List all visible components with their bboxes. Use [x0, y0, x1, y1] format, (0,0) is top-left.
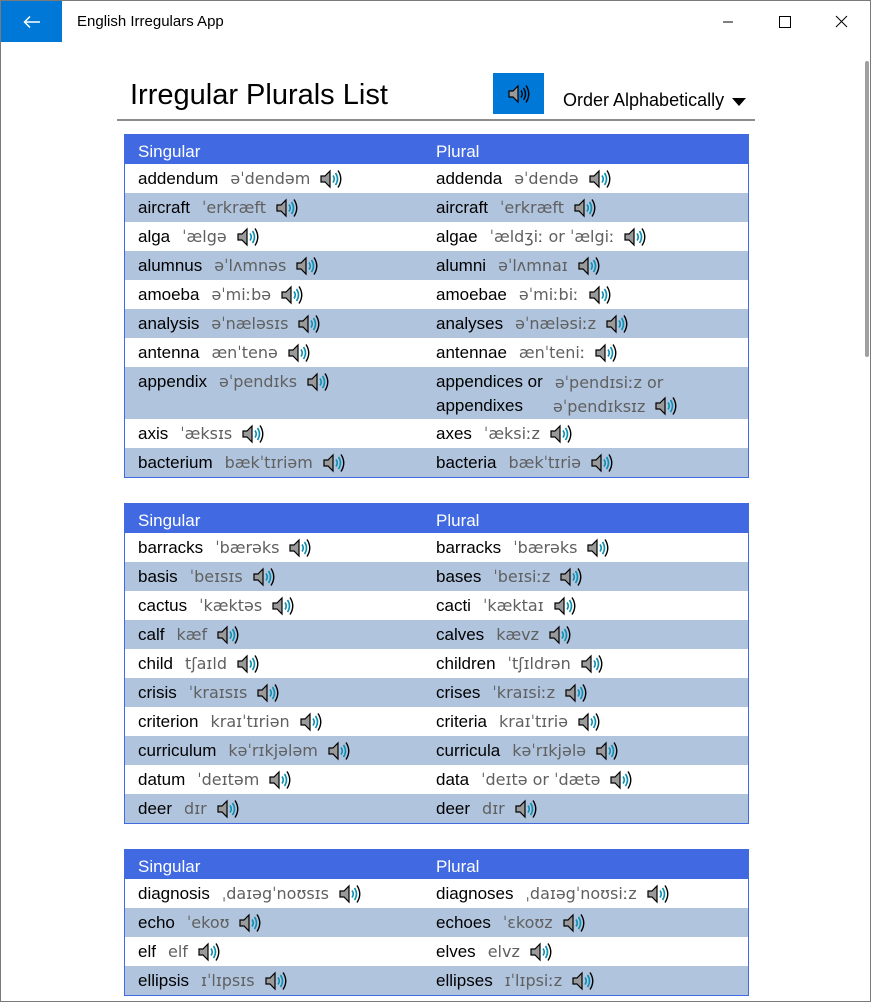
singular-pronunciation: ˌdaɪəgˈnoʊsɪs [221, 884, 329, 903]
header-plural: Plural [436, 857, 480, 876]
plural-cell [436, 942, 746, 962]
singular-pronunciation: elf [167, 942, 188, 961]
table-row [125, 765, 748, 794]
singular-pronunciation: ˈbeɪsɪs [189, 567, 243, 586]
singular-word: aircraft [138, 198, 190, 217]
speaker-icon [268, 770, 292, 790]
singular-word: amoeba [138, 285, 200, 304]
singular-word: axis [138, 424, 169, 443]
plural-pronunciation: əˈmiːbiː [518, 285, 579, 304]
plural-word: elves [436, 942, 476, 961]
singular-pronunciation: ɪˈlɪpsɪs [201, 971, 255, 990]
table-row [125, 736, 748, 765]
singular-word: barracks [138, 538, 204, 557]
speaker-icon [306, 372, 330, 392]
plurals-table [124, 849, 749, 996]
singular-cell [138, 198, 433, 218]
plural-pronunciation: kəˈrɪkjələ [512, 741, 587, 760]
table-row [125, 707, 748, 736]
play-plural-button[interactable] [564, 683, 588, 703]
back-button[interactable] [1, 1, 62, 42]
singular-pronunciation: ænˈtenə [211, 343, 278, 362]
speaker-icon [605, 314, 629, 334]
plural-cell [436, 227, 746, 247]
plural-pronunciation: əˈpendɪsiːz or [554, 372, 664, 392]
singular-word: addendum [138, 169, 219, 188]
plural-pronunciation: ˈdeɪtə or ˈdætə [481, 770, 601, 789]
play-plural-button[interactable] [605, 314, 629, 334]
singular-cell [138, 596, 433, 616]
play-singular-button[interactable] [280, 285, 304, 305]
plural-cell [436, 314, 746, 334]
plural-cell [436, 343, 746, 363]
speaker-icon [216, 799, 240, 819]
singular-cell [138, 770, 433, 790]
singular-pronunciation: əˈpendɪks [219, 372, 298, 391]
speaker-icon [588, 285, 612, 305]
singular-pronunciation: kəˈrɪkjələm [228, 741, 318, 760]
play-singular-button[interactable] [288, 538, 312, 558]
play-plural-button[interactable] [588, 169, 612, 189]
plural-cell [436, 884, 746, 904]
plural-word: amoebae [436, 285, 507, 304]
table-row [125, 620, 748, 649]
plural-line [436, 370, 746, 394]
plural-word: criteria [436, 712, 488, 731]
plural-word: diagnoses [436, 884, 514, 903]
speaker-icon [275, 198, 299, 218]
app-title: English Irregulars App [77, 13, 224, 30]
speaker-icon [295, 256, 319, 276]
header-plural: Plural [436, 511, 480, 530]
singular-pronunciation: ˈkraɪsɪs [188, 683, 248, 702]
header-singular: Singular [138, 857, 201, 876]
singular-pronunciation: əˈnæləsɪs [211, 314, 289, 333]
speaker-icon [562, 913, 586, 933]
singular-word: ellipsis [138, 971, 190, 990]
singular-word: echo [138, 913, 175, 932]
speaker-icon [507, 84, 531, 104]
plural-pronunciation: ˈkraɪsiːz [492, 683, 555, 702]
singular-word: cactus [138, 596, 188, 615]
play-singular-button[interactable] [322, 453, 346, 473]
play-plural-button[interactable] [571, 971, 595, 991]
plural-pronunciation: ˌdaɪəgˈnoʊsiːz [525, 884, 637, 903]
header-plural: Plural [436, 142, 480, 161]
plural-cell [436, 683, 746, 703]
plural-word: alumni [436, 256, 487, 275]
singular-cell [138, 971, 433, 991]
plural-word: antennae [436, 343, 507, 362]
plural-pronunciation-alt: əˈpendɪksɪz [552, 396, 646, 416]
table-row [125, 879, 748, 908]
plural-word: algae [436, 227, 478, 246]
play-singular-button[interactable] [338, 884, 362, 904]
close-icon [835, 15, 848, 28]
plural-word: curricula [436, 741, 501, 760]
speaker-icon [594, 343, 618, 363]
table-row [125, 533, 748, 562]
play-singular-button[interactable] [275, 198, 299, 218]
plural-line [436, 394, 746, 418]
play-singular-button[interactable] [197, 942, 221, 962]
singular-cell [138, 625, 433, 645]
singular-cell [138, 884, 433, 904]
plural-cell [436, 971, 746, 991]
plural-word: addenda [436, 169, 503, 188]
singular-pronunciation: bækˈtɪriəm [224, 453, 313, 472]
plural-pronunciation: əˈdendə [514, 169, 579, 188]
speaker-icon [573, 198, 597, 218]
play-plural-button[interactable] [609, 770, 633, 790]
play-singular-button[interactable] [216, 625, 240, 645]
table-row [125, 937, 748, 966]
singular-word: crisis [138, 683, 177, 702]
singular-word: antenna [138, 343, 200, 362]
table-row [125, 251, 748, 280]
table-row [125, 966, 748, 995]
singular-cell [138, 372, 433, 392]
singular-pronunciation: dɪr [184, 799, 207, 818]
singular-word: basis [138, 567, 178, 586]
speaker-icon [338, 884, 362, 904]
singular-cell [138, 942, 433, 962]
singular-word: curriculum [138, 741, 217, 760]
singular-pronunciation: kraɪˈtɪriən [210, 712, 290, 731]
table-row [125, 222, 748, 251]
singular-word: criterion [138, 712, 199, 731]
play-plural-button[interactable] [529, 942, 553, 962]
play-singular-button[interactable] [271, 596, 295, 616]
plural-pronunciation: kraɪˈtɪriə [499, 712, 569, 731]
plural-pronunciation: ˈtʃɪldrən [507, 654, 571, 673]
close-button[interactable] [813, 1, 870, 42]
singular-pronunciation: ˈkæktəs [199, 596, 263, 615]
speaker-icon [623, 227, 647, 247]
singular-cell [138, 799, 433, 819]
plural-cell [436, 285, 746, 305]
singular-pronunciation: əˈlʌmnəs [214, 256, 287, 275]
speaker-icon [299, 712, 323, 732]
singular-cell [138, 741, 433, 761]
speaker-icon [197, 942, 221, 962]
play-plural-button[interactable] [577, 712, 601, 732]
speak-all-button[interactable] [493, 73, 544, 114]
speaker-icon [322, 453, 346, 473]
play-plural-button[interactable] [623, 227, 647, 247]
table-row [125, 193, 748, 222]
plural-pronunciation: ˈbeɪsiːz [493, 567, 551, 586]
speaker-icon [241, 424, 265, 444]
plural-pronunciation: elvz [487, 942, 520, 961]
play-plural-button[interactable] [573, 198, 597, 218]
header-singular: Singular [138, 142, 201, 161]
plural-cell [436, 741, 746, 761]
arrow-left-icon [23, 15, 41, 29]
play-singular-button[interactable] [295, 256, 319, 276]
play-singular-button[interactable] [287, 343, 311, 363]
play-plural-button[interactable] [586, 538, 610, 558]
plural-pronunciation: kævz [496, 625, 540, 644]
plural-word: axes [436, 424, 472, 443]
plural-word: bases [436, 567, 482, 586]
play-plural-button[interactable] [548, 625, 572, 645]
play-singular-button[interactable] [241, 424, 265, 444]
play-plural-button[interactable] [553, 596, 577, 616]
plural-cell [436, 596, 746, 616]
plural-cell [436, 770, 746, 790]
plurals-table [124, 134, 749, 478]
speaker-icon [586, 538, 610, 558]
singular-word: calf [138, 625, 165, 644]
plural-word: deer [436, 799, 471, 818]
table-row [125, 280, 748, 309]
plural-cell [436, 712, 746, 732]
speaker-icon [529, 942, 553, 962]
plural-pronunciation: ænˈteniː [518, 343, 586, 362]
table-row [125, 448, 748, 477]
maximize-button[interactable] [756, 1, 813, 42]
singular-pronunciation: əˈmiːbə [211, 285, 272, 304]
singular-cell [138, 453, 433, 473]
plural-cell [436, 799, 746, 819]
singular-word: diagnosis [138, 884, 210, 903]
singular-pronunciation: ˈælgə [182, 227, 227, 246]
plural-pronunciation: ˈerkræft [499, 198, 564, 217]
plural-word: data [436, 770, 470, 789]
plural-pronunciation: əˈnæləsiːz [515, 314, 597, 333]
speaker-icon [577, 712, 601, 732]
plural-word: cacti [436, 596, 471, 615]
plural-word-alt: appendixes [436, 396, 523, 415]
speaker-icon [271, 596, 295, 616]
table-row [125, 678, 748, 707]
speaker-icon [264, 971, 288, 991]
table-row [125, 591, 748, 620]
speaker-icon [571, 971, 595, 991]
singular-cell [138, 169, 433, 189]
plural-word: barracks [436, 538, 502, 557]
play-singular-button[interactable] [299, 712, 323, 732]
play-singular-button[interactable] [256, 683, 280, 703]
plural-word: ellipses [436, 971, 493, 990]
plural-cell [436, 453, 746, 473]
play-plural-button[interactable] [514, 799, 538, 819]
singular-word: bacterium [138, 453, 213, 472]
order-dropdown-label: Order Alphabetically [563, 90, 725, 110]
table-row [125, 367, 748, 419]
plural-word: crises [436, 683, 481, 702]
plurals-table [124, 503, 749, 824]
plural-cell [436, 654, 746, 674]
plural-pronunciation: ˈkæktaɪ [482, 596, 544, 615]
play-singular-button[interactable] [216, 799, 240, 819]
play-singular-button[interactable] [319, 169, 343, 189]
play-plural-button[interactable] [562, 913, 586, 933]
page-header [117, 73, 755, 121]
plural-cell [436, 256, 746, 276]
speaker-icon [514, 799, 538, 819]
plural-word: children [436, 654, 496, 673]
singular-pronunciation: ˈæksɪs [180, 424, 233, 443]
plural-pronunciation: ˈbærəks [513, 538, 578, 557]
singular-cell [138, 343, 433, 363]
play-singular-button[interactable] [238, 913, 262, 933]
speaker-icon [236, 654, 260, 674]
singular-pronunciation: ˈdeɪtəm [197, 770, 260, 789]
singular-cell [138, 567, 433, 587]
play-plural-button[interactable] [577, 256, 601, 276]
singular-cell [138, 712, 433, 732]
plural-cell [436, 913, 746, 933]
minimize-button[interactable] [699, 1, 756, 42]
singular-cell [138, 314, 433, 334]
singular-cell [138, 538, 433, 558]
speaker-icon [559, 567, 583, 587]
singular-word: deer [138, 799, 173, 818]
table-row [125, 908, 748, 937]
speaker-icon [256, 683, 280, 703]
singular-word: child [138, 654, 173, 673]
plural-cell [436, 424, 746, 444]
table-row [125, 419, 748, 448]
speaker-icon [288, 538, 312, 558]
speaker-icon [319, 169, 343, 189]
play-plural-button[interactable] [559, 567, 583, 587]
play-plural-button[interactable] [654, 396, 678, 416]
maximize-icon [779, 16, 791, 28]
caret-down-icon [732, 98, 746, 106]
plural-cell [436, 538, 746, 558]
speaker-icon [236, 227, 260, 247]
plural-pronunciation: ɪˈlɪpsiːz [504, 971, 563, 990]
plural-pronunciation: bækˈtɪriə [508, 453, 582, 472]
minimize-icon [722, 16, 734, 28]
speaker-icon [553, 596, 577, 616]
singular-word: datum [138, 770, 186, 789]
table-header [125, 850, 748, 879]
speaker-icon [595, 741, 619, 761]
singular-cell [138, 256, 433, 276]
speaker-icon [548, 625, 572, 645]
play-singular-button[interactable] [327, 741, 351, 761]
speaker-icon [252, 567, 276, 587]
page-title: Irregular Plurals List [130, 79, 388, 111]
table-header [125, 135, 748, 164]
play-plural-button[interactable] [646, 884, 670, 904]
plural-pronunciation: dɪr [482, 799, 505, 818]
play-singular-button[interactable] [236, 654, 260, 674]
play-singular-button[interactable] [264, 971, 288, 991]
table-row [125, 309, 748, 338]
speaker-icon [590, 453, 614, 473]
plural-pronunciation: əˈlʌmnaɪ [498, 256, 568, 275]
singular-pronunciation: ˈbærəks [215, 538, 280, 557]
play-plural-button[interactable] [588, 285, 612, 305]
plural-word: echoes [436, 913, 491, 932]
speaker-icon [280, 285, 304, 305]
plural-cell [436, 567, 746, 587]
plural-word: aircraft [436, 198, 488, 217]
plural-pronunciation: ˈældʒiː or ˈælgiː [489, 227, 615, 246]
singular-pronunciation: tʃaɪld [184, 654, 227, 673]
plural-word: bacteria [436, 453, 497, 472]
plural-cell [436, 625, 746, 645]
table-row [125, 649, 748, 678]
play-plural-button[interactable] [594, 343, 618, 363]
plural-pronunciation: ˈæksiːz [483, 424, 540, 443]
plural-cell [436, 370, 746, 418]
singular-word: elf [138, 942, 156, 961]
singular-cell [138, 285, 433, 305]
speaker-icon [327, 741, 351, 761]
title-bar [1, 1, 870, 42]
speaker-icon [577, 256, 601, 276]
table-row [125, 338, 748, 367]
play-singular-button[interactable] [268, 770, 292, 790]
table-row [125, 164, 748, 193]
plural-pronunciation: ˈɛkoʊz [502, 913, 553, 932]
singular-pronunciation: ˈekoʊ [186, 913, 230, 932]
singular-cell [138, 227, 433, 247]
speaker-icon [297, 314, 321, 334]
play-plural-button[interactable] [590, 453, 614, 473]
plural-word: analyses [436, 314, 504, 333]
speaker-icon [588, 169, 612, 189]
play-plural-button[interactable] [580, 654, 604, 674]
speaker-icon [646, 884, 670, 904]
plural-cell [436, 198, 746, 218]
singular-cell [138, 913, 433, 933]
singular-word: alumnus [138, 256, 203, 275]
singular-pronunciation: ˈerkræft [201, 198, 266, 217]
speaker-icon [580, 654, 604, 674]
table-row [125, 794, 748, 823]
table-header [125, 504, 748, 533]
speaker-icon [287, 343, 311, 363]
singular-pronunciation: əˈdendəm [230, 169, 311, 188]
singular-word: analysis [138, 314, 200, 333]
speaker-icon [654, 396, 678, 416]
play-plural-button[interactable] [595, 741, 619, 761]
speaker-icon [609, 770, 633, 790]
play-singular-button[interactable] [252, 567, 276, 587]
plural-cell [436, 169, 746, 189]
table-row [125, 562, 748, 591]
play-singular-button[interactable] [297, 314, 321, 334]
speaker-icon [564, 683, 588, 703]
vertical-scrollbar[interactable] [865, 61, 869, 357]
plural-word: calves [436, 625, 485, 644]
singular-cell [138, 424, 433, 444]
speaker-icon [216, 625, 240, 645]
singular-word: alga [138, 227, 171, 246]
speaker-icon [238, 913, 262, 933]
singular-word: appendix [138, 372, 208, 391]
play-singular-button[interactable] [236, 227, 260, 247]
play-singular-button[interactable] [306, 372, 330, 392]
header-singular: Singular [138, 511, 201, 530]
play-plural-button[interactable] [549, 424, 573, 444]
plural-word: appendices or [436, 372, 543, 391]
speaker-icon [549, 424, 573, 444]
singular-cell [138, 654, 433, 674]
order-dropdown[interactable] [563, 90, 746, 111]
singular-cell [138, 683, 433, 703]
singular-pronunciation: kæf [176, 625, 208, 644]
